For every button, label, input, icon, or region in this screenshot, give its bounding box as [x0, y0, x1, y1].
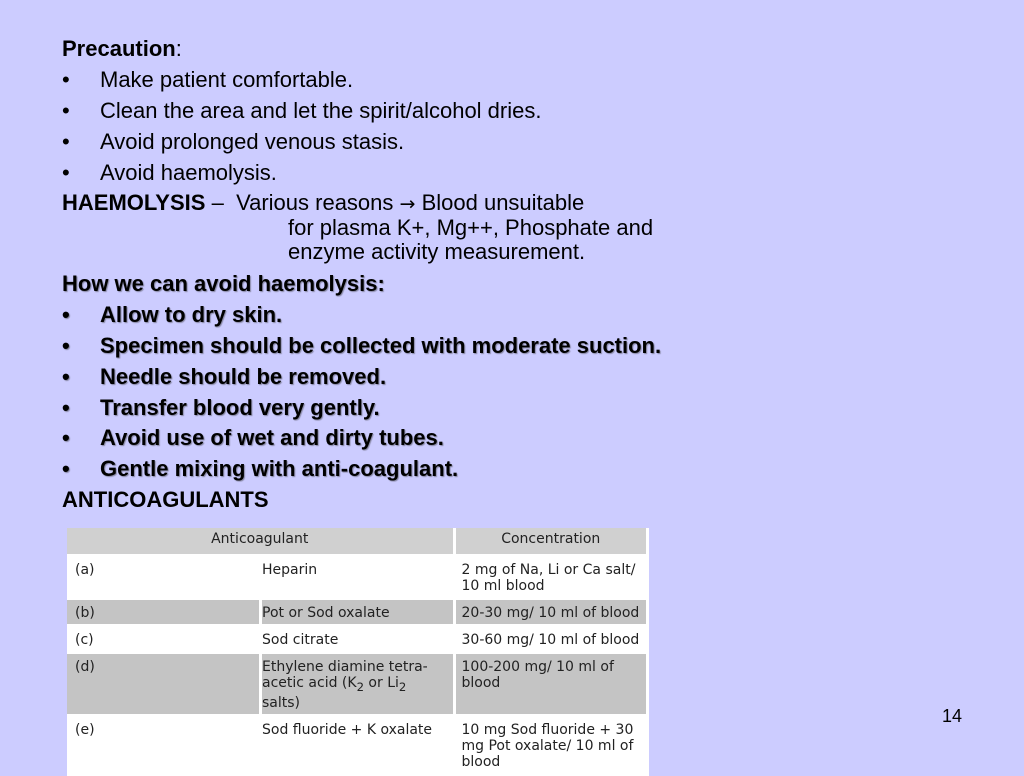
row-label: (e)	[67, 715, 261, 774]
row-concentration: 100-200 mg/ 10 ml of blood	[454, 653, 648, 716]
anticoagulants-heading: ANTICOAGULANTS	[62, 487, 269, 512]
name-part: Ethylene diamine tetra-	[262, 659, 428, 675]
avoid-item	[62, 333, 661, 359]
avoid-item-text: Specimen should be collected with moderate suction.	[100, 333, 662, 358]
haemolysis-unsuitable: Blood unsuitable	[421, 190, 585, 215]
subscript: 2	[356, 679, 364, 694]
haemolysis-term: HAEMOLYSIS	[62, 190, 206, 215]
haemolysis-line2: for plasma K+, Mg++, Phosphate and	[288, 215, 654, 240]
row-anticoagulant: Pot or Sod oxalate	[261, 599, 455, 626]
bullet: •	[62, 425, 70, 450]
precaution-item	[62, 67, 353, 93]
haemolysis-line	[62, 190, 584, 217]
precaution-item-text: Clean the area and let the spirit/alcohol dries.	[100, 98, 542, 123]
avoid-heading: How we can avoid haemolysis:	[62, 271, 385, 296]
row-anticoagulant	[261, 653, 455, 716]
bullet: •	[62, 67, 70, 92]
name-part: acetic acid (K	[262, 675, 357, 691]
bullet: •	[62, 333, 70, 358]
name-part: salts)	[262, 694, 301, 711]
subscript: 2	[398, 679, 407, 694]
avoid-item	[62, 302, 282, 328]
avoid-item	[62, 425, 444, 451]
avoid-item-text: Allow to dry skin.	[100, 302, 283, 327]
table-row	[67, 715, 648, 774]
row-label: (c)	[67, 626, 261, 653]
haemolysis-reasons: Various reasons	[236, 190, 394, 215]
table-row	[67, 556, 648, 599]
precaution-colon: :	[175, 36, 182, 61]
row-label: (b)	[67, 599, 261, 626]
avoid-item	[62, 395, 380, 421]
page-number: 14	[942, 706, 963, 726]
row-concentration: 30-60 mg/ 10 ml of blood	[454, 626, 648, 653]
bullet: •	[62, 160, 70, 185]
row-anticoagulant: Sod fluoride + K oxalate	[261, 715, 455, 774]
avoid-item	[62, 364, 386, 390]
precaution-item	[62, 98, 541, 124]
precaution-heading	[62, 36, 182, 62]
table-header-row	[67, 528, 648, 556]
bullet: •	[62, 456, 70, 481]
bullet: •	[62, 395, 70, 420]
row-label: (a)	[67, 556, 261, 599]
precaution-item	[62, 129, 404, 155]
precaution-item-text: Avoid prolonged venous stasis.	[100, 129, 405, 154]
row-concentration: 10 mg Sod fluoride + 30 mg Pot oxalate/ 10 ml of blood	[454, 715, 648, 774]
arrow-right-icon: →	[399, 193, 416, 215]
haemolysis-line3: enzyme activity measurement.	[288, 239, 586, 264]
table-row	[67, 599, 648, 626]
table-row	[67, 653, 648, 716]
row-label: (d)	[67, 653, 261, 716]
header-anticoagulant: Anticoagulant	[67, 528, 454, 556]
table-row	[67, 626, 648, 653]
row-anticoagulant: Sod citrate	[261, 626, 455, 653]
precaution-heading-text: Precaution	[62, 36, 176, 61]
precaution-item-text: Make patient comfortable.	[100, 67, 354, 92]
avoid-item	[62, 456, 458, 482]
row-anticoagulant: Heparin	[261, 556, 455, 599]
avoid-item-text: Transfer blood very gently.	[100, 395, 380, 420]
name-part: or Li	[363, 675, 399, 691]
anticoagulant-table	[67, 528, 649, 776]
precaution-item-text: Avoid haemolysis.	[100, 160, 277, 185]
precaution-item	[62, 160, 277, 186]
row-concentration: 20-30 mg/ 10 ml of blood	[454, 599, 648, 626]
avoid-item-text: Gentle mixing with anti-coagulant.	[100, 456, 459, 481]
bullet: •	[62, 302, 70, 327]
bullet: •	[62, 98, 70, 123]
bullet: •	[62, 364, 70, 389]
header-concentration: Concentration	[454, 528, 648, 556]
avoid-item-text: Avoid use of wet and dirty tubes.	[100, 425, 444, 450]
haemolysis-dash: –	[211, 190, 224, 215]
avoid-item-text: Needle should be removed.	[100, 364, 387, 389]
row-concentration: 2 mg of Na, Li or Ca salt/ 10 ml blood	[454, 556, 648, 599]
bullet: •	[62, 129, 70, 154]
